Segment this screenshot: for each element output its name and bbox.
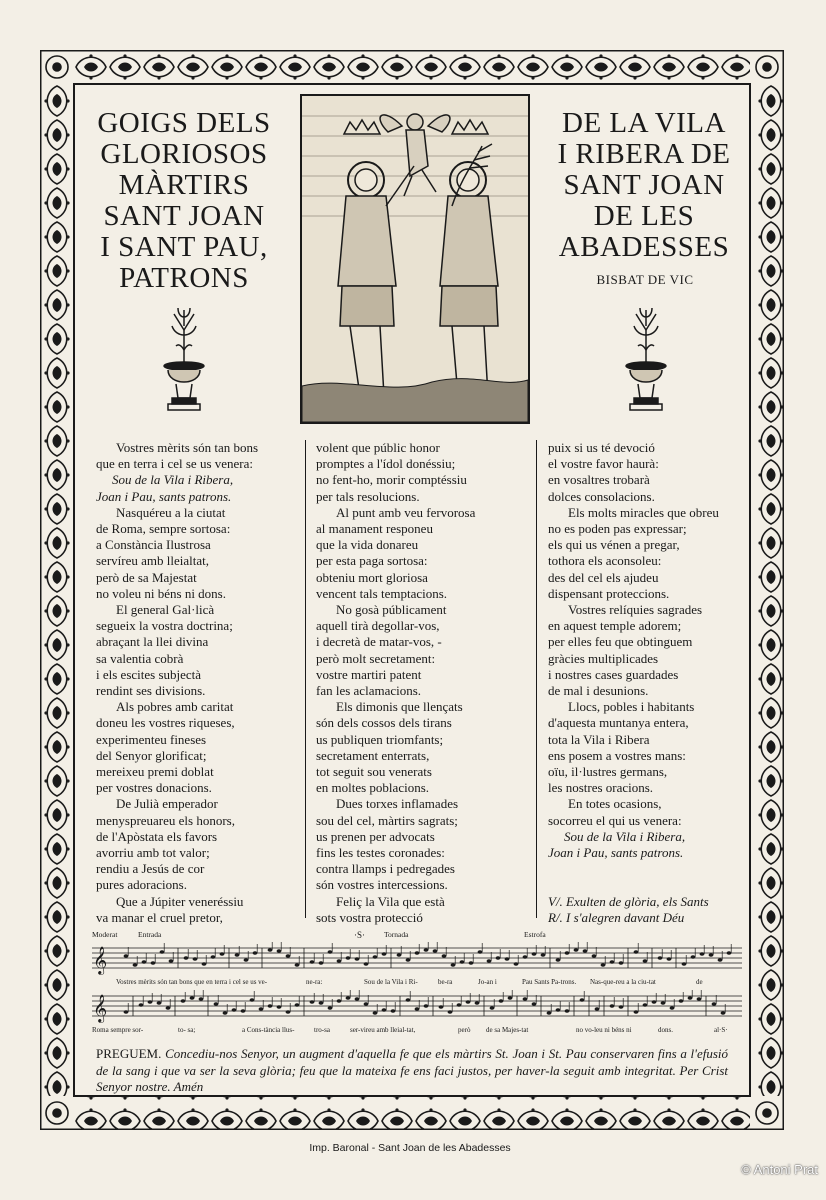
note-head <box>373 1011 378 1015</box>
verse-line: en moltes poblacions. <box>316 780 430 796</box>
lyric-fragment: dons. <box>658 1026 673 1034</box>
verse-line: promptes a l'ídol donéssiu; <box>316 456 456 472</box>
lyric-fragment: però <box>458 1026 471 1034</box>
verse-line: puix si us té devoció <box>548 440 655 455</box>
note-head <box>574 948 579 952</box>
column-divider <box>536 440 537 918</box>
verse-line: els qui us vénen a pregar, <box>548 537 680 553</box>
note-head <box>619 1005 624 1009</box>
note-head <box>133 963 138 967</box>
verse-line: en vosaltres trobarà <box>548 472 650 488</box>
verse-line: Llocs, pobles i habitants <box>568 699 695 715</box>
note-head <box>712 1002 717 1006</box>
note-head <box>166 1006 171 1010</box>
verse-line: menyspreuareu els honors, <box>96 812 235 828</box>
note-head <box>277 949 282 953</box>
verse-line: avorriu amb tot valor; <box>96 845 210 861</box>
verse-line: sots vostra protecció <box>316 909 423 925</box>
verse-line: mereixeu premi doblat <box>96 764 214 780</box>
verse-line: Dues torxes inflamades <box>336 796 459 812</box>
lyric-fragment: ser-vireu amb lleial-tat, <box>350 1026 416 1034</box>
verse-line: socorreu el qui us venera: <box>548 812 682 828</box>
note-head <box>337 959 342 963</box>
verse-line: en aquest temple adorem; <box>548 618 682 634</box>
column-divider <box>305 440 306 918</box>
title-right <box>544 108 744 263</box>
note-head <box>250 998 255 1002</box>
verse-line: per esta paga sortosa: <box>316 553 428 569</box>
note-head <box>652 1000 657 1004</box>
note-head <box>139 1003 144 1007</box>
tornada-label: Tornada <box>384 930 409 939</box>
note-head <box>295 1003 300 1007</box>
note-head <box>364 962 369 966</box>
title-left-line: PATRONS <box>119 262 249 294</box>
lyric-fragment: Nas-que-reu a la ciu-tat <box>590 978 656 986</box>
verse-line: que la vida donareu <box>316 537 419 553</box>
verse-line: El general Gal·licà <box>116 602 215 618</box>
flower-vase-icon <box>624 306 668 418</box>
verse-line: Que a Júpiter veneréssiu <box>116 893 244 909</box>
note-head <box>514 962 519 966</box>
verse-line: a Constància Ilustrosa <box>96 537 211 553</box>
verse-line: vostre martiri patent <box>316 666 422 682</box>
note-head <box>688 996 693 1000</box>
note-head <box>124 1010 129 1014</box>
verse-line: ens posem a vostres mans: <box>548 747 686 763</box>
note-head <box>199 997 204 1001</box>
note-head <box>310 960 315 964</box>
verse-line: Als pobres amb caritat <box>116 699 234 715</box>
verse-line: Vostres relíquies sagrades <box>568 602 703 618</box>
verse-line: no es poden pas expressar; <box>548 521 687 537</box>
verse-line: Sou de la Vila i Ribera, <box>564 828 686 844</box>
lyric-fragment: Pau Sants Pa-trons. <box>522 978 577 986</box>
note-head <box>193 957 198 961</box>
saints-engraving <box>300 94 530 424</box>
verse-line: sa valentia cobrà <box>96 650 184 666</box>
note-head <box>478 950 483 954</box>
note-head <box>355 997 360 1001</box>
bisbat-label: BISBAT DE VIC <box>596 272 694 287</box>
lyric-fragment: a Cons-tància llus- <box>242 1026 295 1034</box>
note-head <box>391 1009 396 1013</box>
note-head <box>697 997 702 1001</box>
note-head <box>169 959 174 963</box>
verse-line: per tals resolucions. <box>316 488 420 504</box>
note-head <box>457 1003 462 1007</box>
verse-line: va manar el cruel pretor, <box>96 909 223 925</box>
note-head <box>382 952 387 956</box>
verse-line: abraçant la llei divina <box>96 634 209 650</box>
verse-line: són dels cossos dels tirans <box>316 715 452 731</box>
verse-line: però molt secretament: <box>316 650 436 666</box>
copyright-watermark: © Antoni Prat <box>741 1162 818 1177</box>
note-head <box>610 1004 615 1008</box>
note-head <box>523 955 528 959</box>
note-head <box>406 958 411 962</box>
note-head <box>319 961 324 965</box>
verse-line: de Roma, sempre sortosa: <box>96 521 231 537</box>
note-head <box>670 1006 675 1010</box>
note-head <box>643 959 648 963</box>
segno-mark: ·S· <box>354 930 365 940</box>
note-head <box>580 998 585 1002</box>
verse-line: Al punt amb veu fervorosa <box>336 504 476 520</box>
note-head <box>223 1011 228 1015</box>
verse-line: secretament enterrats, <box>316 747 430 763</box>
verse-line: obteniu mort gloriosa <box>316 569 428 585</box>
verse-line: V/. Exulten de glòria, els Sants <box>548 893 709 909</box>
note-head <box>727 951 732 955</box>
entrada-label: Entrada <box>138 930 162 939</box>
note-head <box>439 1005 444 1009</box>
note-head <box>541 953 546 957</box>
note-head <box>397 953 402 957</box>
verse-line: servíreu amb lleialtat, <box>96 553 209 569</box>
title-right-line: DE LA VILA <box>562 107 726 139</box>
note-head <box>424 1004 429 1008</box>
lyric-fragment: Vostres mèrits són tan bons que en terra i cel se us ve- <box>116 978 268 986</box>
note-head <box>337 999 342 1003</box>
note-head <box>268 1004 273 1008</box>
tempo-label: Moderat <box>92 930 118 939</box>
note-head <box>220 952 225 956</box>
lyric-fragment: ne-ra: <box>306 978 323 986</box>
verse-line: vencent tals temptacions. <box>316 585 448 601</box>
note-head <box>268 948 273 952</box>
note-head <box>382 1008 387 1012</box>
note-head <box>475 1001 480 1005</box>
lyric-fragment: Sou de la Vila i Ri- <box>364 978 418 986</box>
verse-line: per vostres donacions. <box>96 780 212 796</box>
note-head <box>142 960 147 964</box>
music-score <box>92 930 742 1040</box>
title-left-line: MÀRTIRS <box>118 169 250 201</box>
verse-line: dolces consolacions. <box>548 488 655 504</box>
title-left-line: I SANT PAU, <box>100 231 268 263</box>
note-head <box>235 953 240 957</box>
verse-line: de l'Apòstata els favors <box>96 828 218 844</box>
note-head <box>406 998 411 1002</box>
verse-line: i decretà de matar-vos, - <box>316 634 442 650</box>
title-left-line: SANT JOAN <box>103 200 265 232</box>
title-right-line: ABADESSES <box>558 231 730 263</box>
note-head <box>211 955 216 959</box>
note-head <box>466 1000 471 1004</box>
verse-line: fins les testes coronades: <box>316 845 445 861</box>
verse-line: no fent-ho, morir comptéssiu <box>316 472 467 488</box>
verse-line: i els escites subjectà <box>96 666 202 682</box>
verse-line: el vostre favor haurà: <box>548 456 659 472</box>
note-head <box>592 954 597 958</box>
lyric-fragment: al·S· <box>714 1026 728 1034</box>
verses-column-2 <box>316 440 526 926</box>
lyric-fragment: Jo-an i <box>478 978 497 986</box>
note-head <box>184 956 189 960</box>
note-head <box>709 953 714 957</box>
note-head <box>328 1006 333 1010</box>
note-head <box>286 954 291 958</box>
note-head <box>505 957 510 961</box>
note-head <box>160 950 165 954</box>
note-head <box>523 997 528 1001</box>
note-head <box>328 950 333 954</box>
flower-vase-icon <box>162 306 206 418</box>
note-head <box>433 949 438 953</box>
verse-line: gràcies multiplicades <box>548 650 659 666</box>
verse-line <box>548 861 744 877</box>
note-head <box>373 955 378 959</box>
svg-text:𝄞: 𝄞 <box>93 994 108 1022</box>
estrofa-label: Estrofa <box>524 930 546 939</box>
note-head <box>679 999 684 1003</box>
verse-line: segueix la vostra doctrina; <box>96 618 233 634</box>
note-head <box>241 1009 246 1013</box>
verse-line: però de sa Majestat <box>96 569 197 585</box>
note-head <box>634 950 639 954</box>
note-head <box>619 961 624 965</box>
note-head <box>583 949 588 953</box>
note-head <box>469 961 474 965</box>
verse-line: sou del cel, màrtirs sagrats; <box>316 812 458 828</box>
verse-line: doneu les vostres riqueses, <box>96 715 235 731</box>
note-head <box>259 1007 264 1011</box>
note-head <box>253 951 258 955</box>
title-left <box>86 108 282 294</box>
title-right-line: DE LES <box>593 200 695 232</box>
verse-line: del Senyor glorificat; <box>96 747 207 763</box>
note-head <box>601 963 606 967</box>
note-head <box>244 958 249 962</box>
note-head <box>424 948 429 952</box>
printer-imprint: Imp. Baronal - Sant Joan de les Abadesses <box>309 1142 511 1154</box>
lyrics-line-2 <box>92 1026 742 1036</box>
note-head <box>610 960 615 964</box>
note-head <box>442 954 447 958</box>
note-head <box>547 1011 552 1015</box>
note-head <box>157 1001 162 1005</box>
staff-1 <box>92 942 742 976</box>
title-right-line: I RIBERA DE <box>557 138 731 170</box>
verse-line: Feliç la Vila que està <box>336 893 445 909</box>
verse-line: rendint ses divisions. <box>96 683 206 699</box>
note-head <box>700 952 705 956</box>
verse-line: experimenteu fineses <box>96 731 207 747</box>
note-head <box>721 1011 726 1015</box>
verse-line: tothora els aconsoleu: <box>548 553 662 569</box>
verse-line: Nasquéreu a la ciutat <box>116 504 226 520</box>
verse-line: des del cel els ajudeu <box>548 569 659 585</box>
note-head <box>319 1001 324 1005</box>
verse-line: no voleu ni béns ni dons. <box>96 585 226 601</box>
verse-line: d'aquesta muntanya entera, <box>548 715 689 731</box>
staff-2 <box>92 990 742 1024</box>
verse-line: R/. I s'alegren davant Déu <box>548 909 685 925</box>
verse-line: En totes ocasions, <box>568 796 662 812</box>
prayer-text: Concediu-nos Senyor, un augment d'aquella fe que els màrtirs St. Joan i St. Pau conservaren fins a l'efusió de la sang i que va ser la seva glòria; feu que la mateixa fe ens faci justos, per haver-la seguit amb integritat. Per Crist Senyor nostre. Amén <box>96 1046 729 1094</box>
note-head <box>532 952 537 956</box>
verse-line: les nostres oracions. <box>548 780 654 796</box>
lyric-fragment: to- sa; <box>178 1026 196 1034</box>
note-head <box>634 1010 639 1014</box>
note-head <box>232 1008 237 1012</box>
verse-line: rendiu a Jesús de cor <box>96 861 205 877</box>
verse-line: volent que públic honor <box>316 440 440 455</box>
svg-text:𝄞: 𝄞 <box>93 946 108 974</box>
note-head <box>682 962 687 966</box>
lyric-fragment: be-ra <box>438 978 453 986</box>
note-head <box>532 1002 537 1006</box>
title-left-line: GOIGS DELS <box>97 107 271 139</box>
verse-line: aquell tirà degollar-vos, <box>316 618 440 634</box>
note-head <box>718 958 723 962</box>
note-head <box>658 956 663 960</box>
verse-line: No gosà públicament <box>336 602 447 618</box>
note-head <box>364 1002 369 1006</box>
note-head <box>691 955 696 959</box>
note-head <box>277 1005 282 1009</box>
lyric-fragment: Roma sempre sor- <box>92 1026 144 1034</box>
note-head <box>346 956 351 960</box>
note-head <box>556 958 561 962</box>
verse-line: fan les aclamacions. <box>316 683 422 699</box>
note-head <box>202 962 207 966</box>
verse-line: Sou de la Vila i Ribera, <box>112 472 234 488</box>
note-head <box>490 1006 495 1010</box>
note-head <box>565 951 570 955</box>
note-head <box>451 963 456 967</box>
note-head <box>190 996 195 1000</box>
verse-line: us publiquen triomfants; <box>316 731 444 747</box>
note-head <box>667 957 672 961</box>
verse-line: són vostres intercessions. <box>316 877 448 893</box>
lyrics-line-1 <box>92 978 742 988</box>
prayer-paragraph <box>96 1046 728 1096</box>
verse-line: i nostres cases guardades <box>548 666 679 682</box>
note-head <box>355 957 360 961</box>
note-head <box>148 1000 153 1004</box>
note-head <box>415 951 420 955</box>
note-head <box>214 1002 219 1006</box>
verse-line: us prenen per advocats <box>316 828 435 844</box>
verse-line: Vostres mèrits són tan bons <box>116 440 259 455</box>
lyric-fragment: de <box>696 978 703 986</box>
verse-line: de mal i desunions. <box>548 683 649 699</box>
note-head <box>661 1001 666 1005</box>
note-head <box>556 1008 561 1012</box>
note-head <box>124 954 129 958</box>
verse-line: tot seguit sou venerats <box>316 764 432 780</box>
note-head <box>460 960 465 964</box>
verse-line: Els dimonis que llençats <box>336 699 463 715</box>
verses-column-1 <box>96 440 292 926</box>
note-head <box>643 1003 648 1007</box>
verse-line: que en terra i cel se us venera: <box>96 456 254 472</box>
verse-line: Els molts miracles que obreu <box>568 504 719 520</box>
note-head <box>448 1010 453 1014</box>
note-head <box>499 999 504 1003</box>
note-head <box>508 996 513 1000</box>
lyric-fragment: tro-sa <box>314 1026 330 1034</box>
title-left-line: GLORIOSOS <box>100 138 268 170</box>
note-head <box>595 1007 600 1011</box>
verse-line: contra llamps i pedregades <box>316 861 455 877</box>
lyric-fragment: de sa Majes-tat <box>486 1026 529 1034</box>
verse-line <box>548 877 744 893</box>
note-head <box>310 1000 315 1004</box>
note-head <box>487 959 492 963</box>
note-head <box>286 1010 291 1014</box>
verse-line: oïu, il·lustres germans, <box>548 764 668 780</box>
prayer-label: PREGUEM. <box>96 1046 162 1061</box>
verse-line: pures adoracions. <box>96 877 187 893</box>
verse-line: Joan i Pau, sants patrons. <box>548 845 684 861</box>
verse-line: tota la Vila i Ribera <box>548 731 650 747</box>
note-head <box>415 1007 420 1011</box>
verse-line: Joan i Pau, sants patrons. <box>96 488 232 504</box>
note-head <box>181 999 186 1003</box>
verses-column-3 <box>548 440 744 926</box>
lyric-fragment: no vo-leu ni béns ni <box>576 1026 632 1034</box>
note-head <box>565 1009 570 1013</box>
verse-line: per elles feu que obtinguem <box>548 634 693 650</box>
note-head <box>151 961 156 965</box>
verse-line: De Julià emperador <box>116 796 218 812</box>
note-head <box>295 963 300 967</box>
note-head <box>496 956 501 960</box>
note-head <box>346 996 351 1000</box>
verse-line: dispensant proteccions. <box>548 585 670 601</box>
verse-line: al manament responeu <box>316 521 433 537</box>
title-right-line: SANT JOAN <box>563 169 725 201</box>
